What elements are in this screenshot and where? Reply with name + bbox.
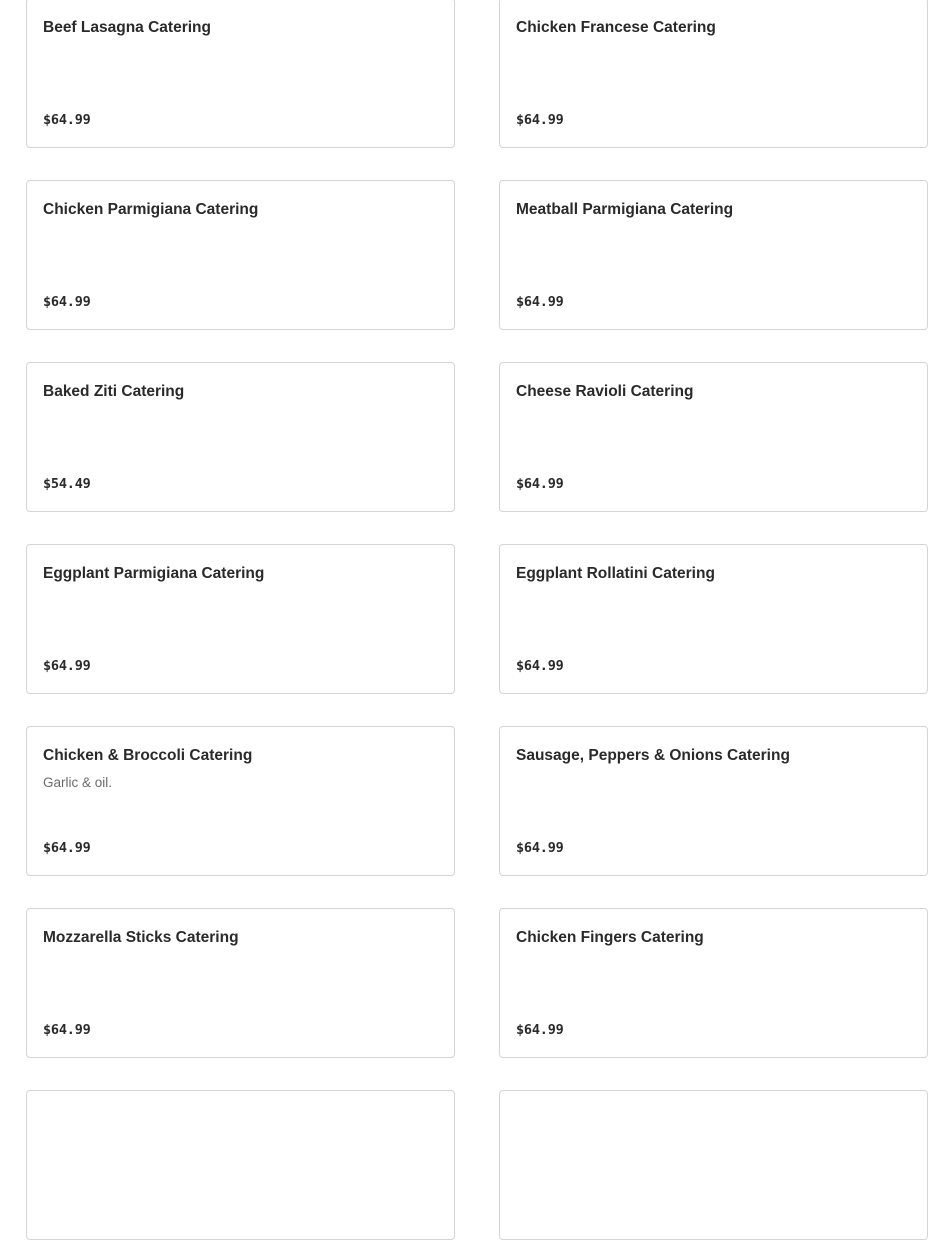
- menu-item-card[interactable]: [499, 544, 928, 694]
- menu-item-card[interactable]: [499, 180, 928, 330]
- menu-item-name: Chicken Fingers Catering: [516, 929, 704, 946]
- menu-item-price: $54.49: [43, 476, 91, 492]
- menu-item-name: Meatball Parmigiana Catering: [516, 201, 734, 218]
- menu-item-card[interactable]: [26, 544, 455, 694]
- menu-item-card[interactable]: [26, 0, 455, 148]
- menu-item-name: Sausage, Peppers & Onions Catering: [516, 747, 790, 764]
- menu-item-name: Eggplant Parmigiana Catering: [43, 565, 265, 582]
- menu-item-name: Chicken & Broccoli Catering: [43, 747, 253, 764]
- menu-item-card[interactable]: [26, 1090, 455, 1240]
- menu-item-name: Baked Ziti Catering: [43, 383, 185, 400]
- menu-item-card[interactable]: [499, 362, 928, 512]
- menu-item-price: $64.99: [43, 840, 91, 856]
- menu-item-name: Beef Lasagna Catering: [43, 19, 211, 36]
- menu-item-card[interactable]: [26, 726, 455, 876]
- menu-item-card[interactable]: [499, 726, 928, 876]
- menu-item-price: $64.99: [43, 294, 91, 310]
- menu-item-card[interactable]: [499, 0, 928, 148]
- menu-item-price: $64.99: [516, 476, 564, 492]
- menu-item-price: $64.99: [516, 112, 564, 128]
- menu-item-card[interactable]: [26, 362, 455, 512]
- menu-item-price: $64.99: [43, 658, 91, 674]
- menu-item-card[interactable]: [26, 908, 455, 1058]
- menu-item-name: Chicken Parmigiana Catering: [43, 201, 259, 218]
- menu-item-card[interactable]: [499, 1090, 928, 1240]
- menu-item-grid: [26, 0, 928, 1240]
- menu-item-price: $64.99: [43, 1022, 91, 1038]
- menu-item-price: $64.99: [516, 294, 564, 310]
- menu-item-card[interactable]: [499, 908, 928, 1058]
- menu-item-price: $64.99: [516, 1022, 564, 1038]
- menu-item-description: Garlic & oil.: [43, 775, 113, 790]
- menu-item-name: Mozzarella Sticks Catering: [43, 929, 239, 946]
- menu-item-price: $64.99: [516, 840, 564, 856]
- menu-item-card[interactable]: [26, 180, 455, 330]
- menu-item-name: Eggplant Rollatini Catering: [516, 565, 715, 582]
- menu-item-name: Cheese Ravioli Catering: [516, 383, 694, 400]
- menu-item-name: Chicken Francese Catering: [516, 19, 716, 36]
- menu-item-price: $64.99: [516, 658, 564, 674]
- menu-item-price: $64.99: [43, 112, 91, 128]
